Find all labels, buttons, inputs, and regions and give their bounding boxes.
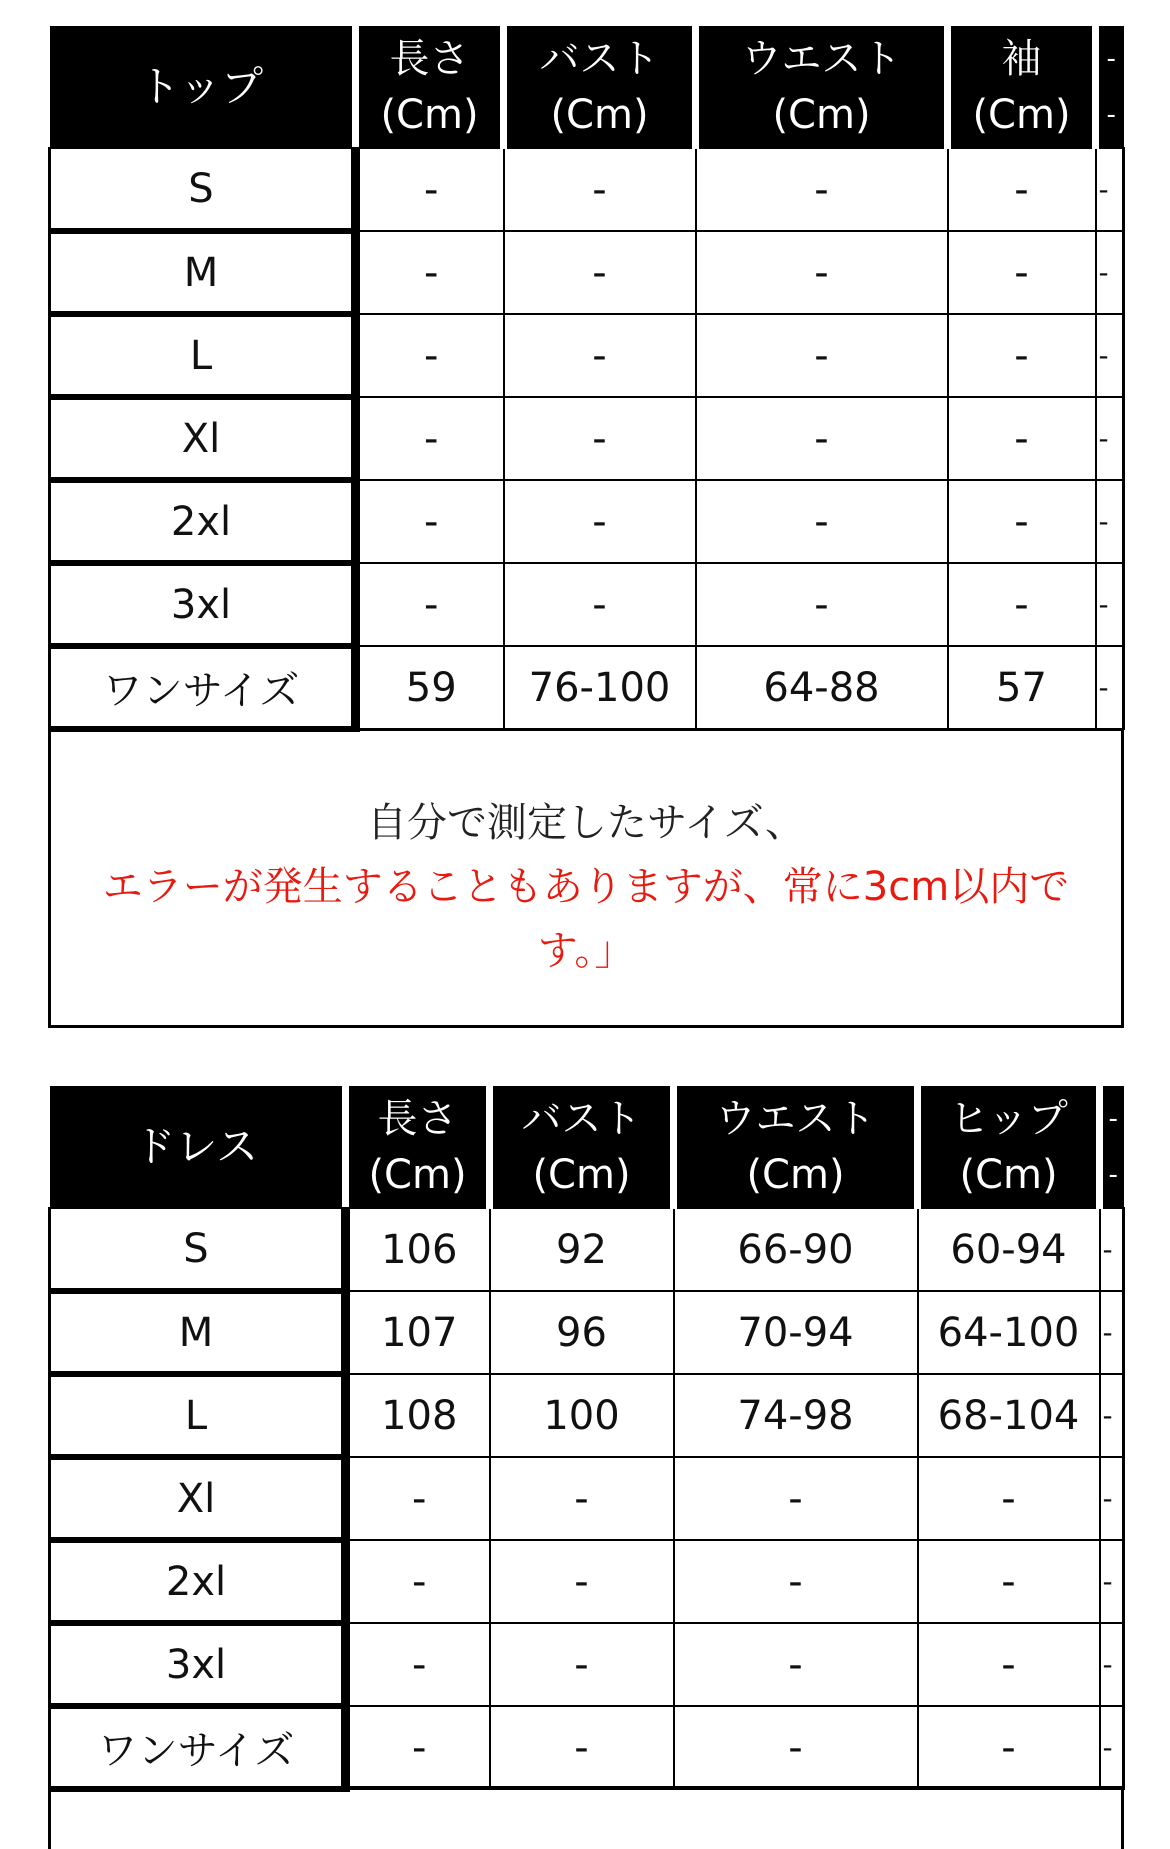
table-stub-cell: - — [1096, 646, 1124, 729]
top-col-waist — [696, 26, 948, 148]
top-size-table — [48, 26, 1125, 732]
table-cell: - — [674, 1706, 918, 1789]
top-col-stub — [1096, 26, 1124, 148]
dress-col-waist — [674, 1086, 918, 1208]
size-label: M — [50, 231, 356, 314]
table-cell: - — [948, 480, 1096, 563]
table-cell: - — [490, 1457, 674, 1540]
table-row — [50, 1540, 1124, 1623]
size-label: ワンサイズ — [50, 1706, 346, 1789]
dress-col-length — [346, 1086, 490, 1208]
dress-col-bust — [490, 1086, 674, 1208]
table-cell: 59 — [356, 646, 504, 729]
bottom-note-box — [48, 1786, 1124, 1849]
table-cell: - — [504, 231, 696, 314]
table-stub-cell: - — [1096, 231, 1124, 314]
table-row — [50, 563, 1124, 646]
table-cell: 107 — [346, 1291, 490, 1374]
dress-stub-header-1: - — [1108, 1103, 1118, 1134]
top-corner-label: トップ — [50, 26, 356, 148]
table-row — [50, 1623, 1124, 1706]
top-col-bust — [504, 26, 696, 148]
top-col-length-name: 長さ — [389, 35, 470, 82]
table-cell: - — [504, 397, 696, 480]
dress-header-row — [50, 1086, 1124, 1208]
size-label: M — [50, 1291, 346, 1374]
size-label: 2xl — [50, 1540, 346, 1623]
table-stub-cell: - — [1100, 1623, 1124, 1706]
table-cell: 66-90 — [674, 1208, 918, 1291]
table-cell: 100 — [490, 1374, 674, 1457]
table-cell: - — [948, 314, 1096, 397]
table-row — [50, 148, 1124, 231]
measurement-note — [48, 728, 1124, 1028]
table-cell: - — [674, 1540, 918, 1623]
table-cell: - — [356, 397, 504, 480]
table-row — [50, 480, 1124, 563]
table-cell: - — [918, 1457, 1100, 1540]
table-cell: - — [696, 314, 948, 397]
table-cell: - — [696, 563, 948, 646]
table-cell: - — [356, 563, 504, 646]
table-row — [50, 1374, 1124, 1457]
table-cell: - — [696, 231, 948, 314]
table-row — [50, 1457, 1124, 1540]
table-cell: - — [490, 1706, 674, 1789]
table-cell: - — [918, 1623, 1100, 1706]
table-cell: - — [696, 397, 948, 480]
table-cell: - — [948, 397, 1096, 480]
table-row — [50, 1291, 1124, 1374]
table-cell: - — [356, 480, 504, 563]
table-stub-cell: - — [1100, 1291, 1124, 1374]
dress-size-table — [48, 1086, 1125, 1792]
dress-col-hip-unit: (Cm) — [959, 1151, 1058, 1198]
table-cell: 64-100 — [918, 1291, 1100, 1374]
table-cell: - — [918, 1540, 1100, 1623]
table-cell: - — [948, 231, 1096, 314]
dress-col-hip-name: ヒップ — [949, 1095, 1068, 1142]
table-cell: - — [948, 563, 1096, 646]
dress-col-bust-unit: (Cm) — [532, 1151, 631, 1198]
table-stub-cell: - — [1100, 1374, 1124, 1457]
size-label: S — [50, 1208, 346, 1291]
table-stub-cell: - — [1096, 480, 1124, 563]
dress-corner-label: ドレス — [50, 1086, 346, 1208]
table-cell: - — [490, 1540, 674, 1623]
top-col-waist-name: ウエスト — [741, 35, 902, 82]
size-label: 3xl — [50, 1623, 346, 1706]
table-stub-cell: - — [1096, 148, 1124, 231]
top-header-row — [50, 26, 1124, 148]
table-cell: - — [490, 1623, 674, 1706]
table-row — [50, 314, 1124, 397]
size-label: L — [50, 1374, 346, 1457]
table-stub-cell: - — [1100, 1457, 1124, 1540]
table-cell: 106 — [346, 1208, 490, 1291]
top-col-waist-unit: (Cm) — [772, 91, 871, 138]
table-stub-cell: - — [1100, 1208, 1124, 1291]
table-row — [50, 397, 1124, 480]
table-row — [50, 646, 1124, 729]
table-cell: - — [674, 1623, 918, 1706]
top-col-sleeve-unit: (Cm) — [972, 91, 1071, 138]
table-row — [50, 1208, 1124, 1291]
top-stub-header-1: - — [1106, 43, 1116, 74]
dress-col-length-name: 長さ — [377, 1095, 458, 1142]
table-cell: - — [504, 480, 696, 563]
top-col-length-unit: (Cm) — [380, 91, 479, 138]
dress-col-length-unit: (Cm) — [368, 1151, 467, 1198]
table-row — [50, 231, 1124, 314]
dress-col-bust-name: バスト — [521, 1095, 642, 1142]
table-cell: 68-104 — [918, 1374, 1100, 1457]
size-label: L — [50, 314, 356, 397]
dress-col-waist-unit: (Cm) — [746, 1151, 845, 1198]
top-col-sleeve — [948, 26, 1096, 148]
table-cell: - — [346, 1706, 490, 1789]
dress-col-stub — [1100, 1086, 1124, 1208]
table-cell: - — [356, 231, 504, 314]
table-row — [50, 1706, 1124, 1789]
table-cell: 74-98 — [674, 1374, 918, 1457]
table-cell: - — [356, 148, 504, 231]
table-stub-cell: - — [1100, 1540, 1124, 1623]
table-cell: 57 — [948, 646, 1096, 729]
size-label: Xl — [50, 397, 356, 480]
table-stub-cell: - — [1096, 563, 1124, 646]
note-line-2-warning: エラーが発生することもありますが、常に3cm以内です。」 — [102, 864, 1070, 974]
table-cell: - — [504, 148, 696, 231]
table-cell: - — [356, 314, 504, 397]
dress-stub-header-2: - — [1108, 1159, 1118, 1190]
top-col-bust-name: バスト — [539, 35, 660, 82]
top-stub-header-2: - — [1106, 99, 1116, 130]
top-col-length — [356, 26, 504, 148]
table-cell: 76-100 — [504, 646, 696, 729]
note-line-1: 自分で測定したサイズ、 — [367, 800, 805, 846]
table-cell: - — [346, 1540, 490, 1623]
size-label: ワンサイズ — [50, 646, 356, 729]
size-label: 3xl — [50, 563, 356, 646]
size-label: 2xl — [50, 480, 356, 563]
table-cell: - — [948, 148, 1096, 231]
table-cell: - — [674, 1457, 918, 1540]
table-cell: - — [696, 148, 948, 231]
table-cell: - — [504, 563, 696, 646]
top-col-bust-unit: (Cm) — [550, 91, 649, 138]
table-cell: - — [504, 314, 696, 397]
top-col-sleeve-name: 袖 — [1001, 35, 1042, 82]
table-cell: 92 — [490, 1208, 674, 1291]
size-label: S — [50, 148, 356, 231]
table-stub-cell: - — [1096, 397, 1124, 480]
table-stub-cell: - — [1096, 314, 1124, 397]
table-cell: - — [346, 1457, 490, 1540]
table-cell: - — [346, 1623, 490, 1706]
dress-col-waist-name: ウエスト — [715, 1095, 876, 1142]
table-stub-cell: - — [1100, 1706, 1124, 1789]
size-label: Xl — [50, 1457, 346, 1540]
table-cell: 60-94 — [918, 1208, 1100, 1291]
table-cell: - — [918, 1706, 1100, 1789]
table-cell: - — [696, 480, 948, 563]
table-cell: 70-94 — [674, 1291, 918, 1374]
dress-col-hip — [918, 1086, 1100, 1208]
table-cell: 108 — [346, 1374, 490, 1457]
table-cell: 96 — [490, 1291, 674, 1374]
table-cell: 64-88 — [696, 646, 948, 729]
